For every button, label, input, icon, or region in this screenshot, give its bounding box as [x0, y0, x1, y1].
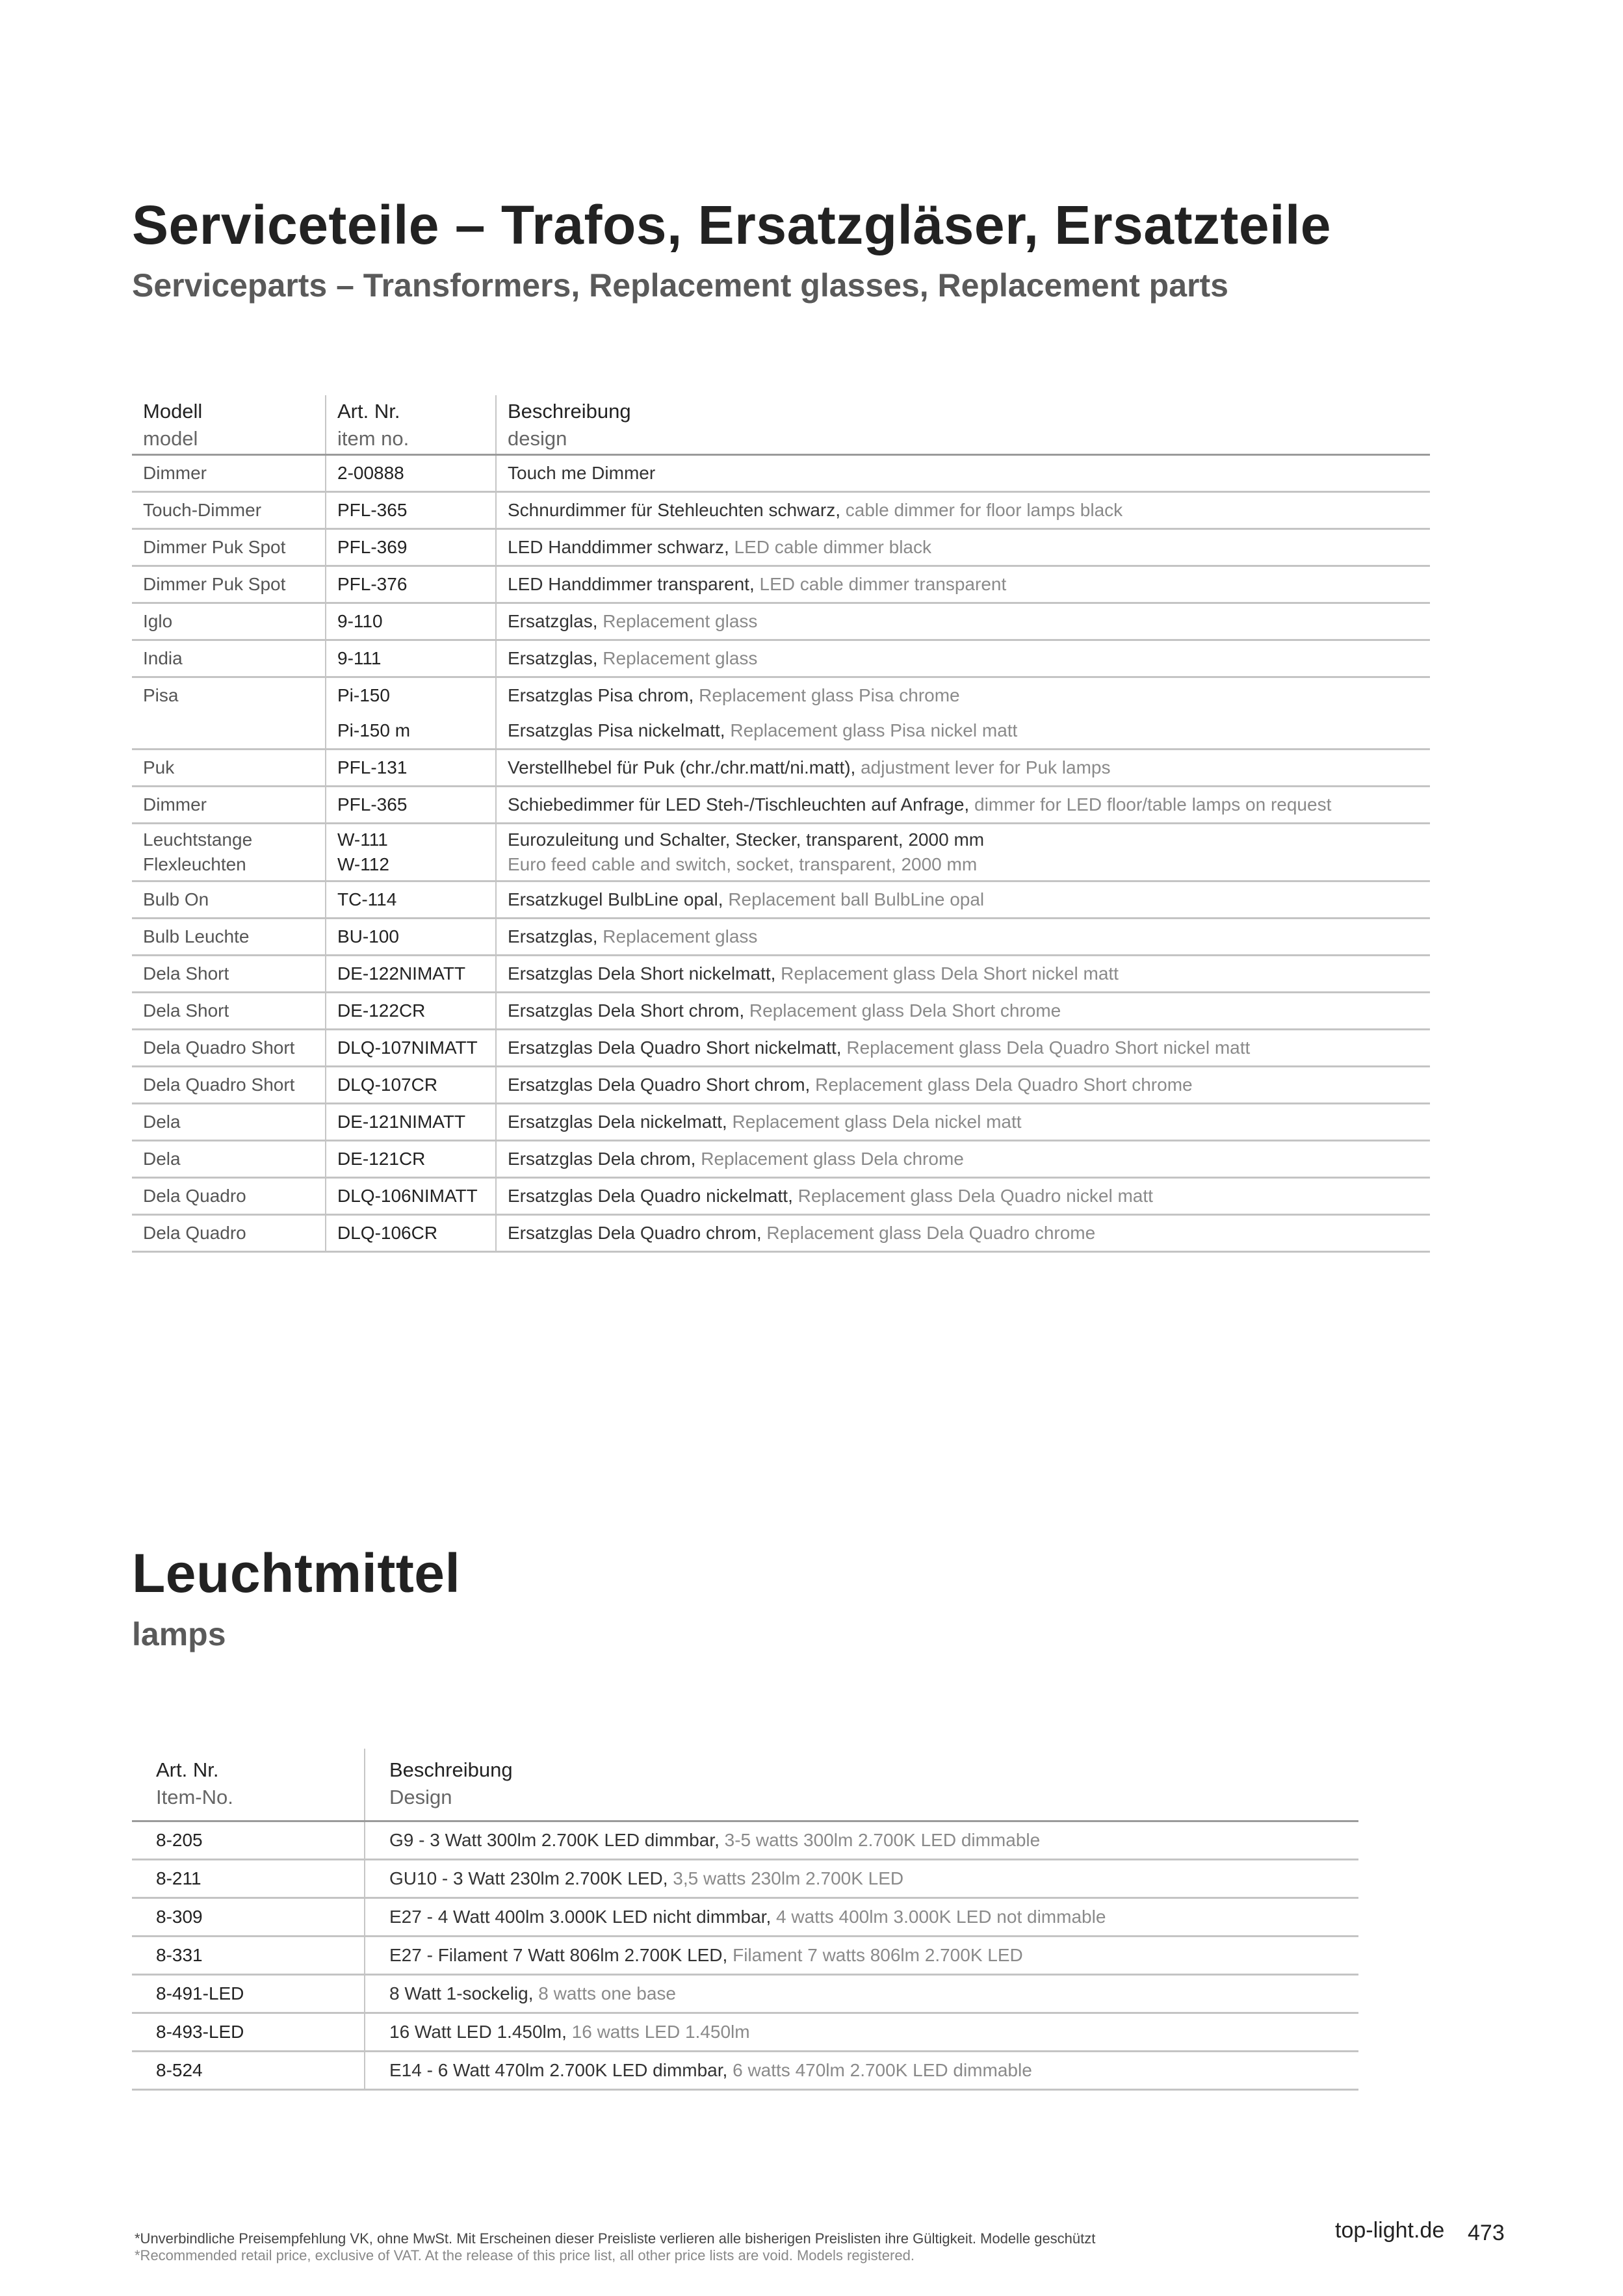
lamps-table	[132, 1749, 1358, 2091]
cell-art-nr: TC-114	[326, 881, 496, 918]
description-de: GU10 - 3 Watt 230lm 2.700K LED,	[389, 1868, 668, 1888]
header-label-en: Design	[389, 1786, 452, 1808]
description-en: 6 watts 470lm 2.700K LED dimmable	[727, 2059, 1032, 2080]
table-row	[132, 1821, 1358, 1859]
description-en: Replacement glass Dela Quadro Short chrome	[810, 1074, 1193, 1095]
description-en: 16 watts LED 1.450lm	[566, 2021, 750, 2042]
header-label-de: Art. Nr.	[156, 1758, 219, 1781]
cell-description	[496, 749, 1430, 786]
description-en: 4 watts 400lm 3.000K LED not dimmable	[771, 1906, 1106, 1927]
cell-art-nr: DE-121CR	[326, 1140, 496, 1177]
table-row	[132, 1898, 1358, 1936]
model-line: Leuchtstange	[143, 829, 253, 850]
table-row	[132, 528, 1430, 566]
cell-description	[496, 823, 1430, 881]
table-row	[132, 603, 1430, 640]
description-en: cable dimmer for floor lamps black	[840, 499, 1123, 520]
cell-description	[496, 918, 1430, 955]
cell-art-nr: DLQ-106NIMATT	[326, 1177, 496, 1214]
header-label-de: Modell	[143, 400, 203, 423]
description-en: LED cable dimmer black	[729, 536, 932, 557]
cell-model: Dimmer	[132, 454, 326, 491]
table-row	[132, 823, 1430, 881]
description-en: 3,5 watts 230lm 2.700K LED	[668, 1868, 904, 1888]
description-en: Replacement glass Dela nickel matt	[727, 1111, 1022, 1132]
table-row	[132, 1859, 1358, 1898]
cell-description	[365, 1936, 1358, 1974]
description-line	[508, 713, 1430, 748]
table-header-row	[132, 395, 1430, 454]
column-header-model	[132, 395, 326, 454]
description-de: Ersatzglas Pisa chrom,	[508, 685, 694, 705]
section-title: Leuchtmittel	[132, 1543, 461, 1604]
cell-art-nr: DE-121NIMATT	[326, 1103, 496, 1140]
description-de: Eurozuleitung und Schalter, Stecker, transparent, 2000 mm	[508, 829, 985, 850]
cell-model: Dela	[132, 1140, 326, 1177]
description-de: LED Handdimmer transparent,	[508, 573, 755, 594]
table-row	[132, 2051, 1358, 2089]
header-label-en: Item-No.	[156, 1786, 233, 1808]
cell-description	[496, 528, 1430, 566]
cell-art-nr: 9-111	[326, 640, 496, 677]
cell-description	[496, 491, 1430, 528]
description-de: Ersatzglas Dela Quadro Short chrom,	[508, 1074, 811, 1095]
description-de: 8 Watt 1-sockelig,	[389, 1983, 534, 2003]
cell-model: Bulb On	[132, 881, 326, 918]
table-row	[132, 749, 1430, 786]
table-row	[132, 1103, 1430, 1140]
table-row	[132, 1214, 1430, 1251]
cell-description	[496, 1029, 1430, 1066]
cell-description	[365, 1821, 1358, 1859]
description-de: Schnurdimmer für Stehleuchten schwarz,	[508, 499, 840, 520]
description-de: Ersatzglas Pisa nickelmatt,	[508, 720, 725, 740]
description-de: Verstellhebel für Puk (chr./chr.matt/ni.matt),	[508, 757, 856, 777]
table-row	[132, 2013, 1358, 2051]
page-number: 473	[1468, 2221, 1505, 2245]
table-row	[132, 786, 1430, 823]
table-row	[132, 955, 1430, 992]
description-en: Replacement ball BulbLine opal	[723, 889, 985, 909]
cell-art-nr: 8-211	[132, 1859, 365, 1898]
description-en: Replacement glass	[597, 610, 758, 631]
cell-description	[496, 992, 1430, 1029]
table-row	[132, 992, 1430, 1029]
cell-art-nr: PFL-376	[326, 566, 496, 603]
page-subtitle: Serviceparts – Transformers, Replacement glasses, Replacement parts	[132, 267, 1228, 304]
description-en: dimmer for LED floor/table lamps on request	[969, 794, 1332, 815]
cell-model: India	[132, 640, 326, 677]
cell-art-nr: 8-331	[132, 1936, 365, 1974]
art-nr-line: Pi-150	[337, 685, 390, 705]
description-en: Replacement glass Dela Quadro nickel matt	[792, 1185, 1153, 1206]
header-label-en: model	[143, 427, 198, 450]
description-de: 16 Watt LED 1.450lm,	[389, 2021, 567, 2042]
description-en: Replacement glass Pisa chrome	[694, 685, 960, 705]
header-label-de: Beschreibung	[389, 1758, 513, 1781]
description-en: Replacement glass Dela Short nickel matt	[775, 963, 1119, 984]
disclaimer-de: *Unverbindliche Preisempfehlung VK, ohne MwSt. Mit Erscheinen dieser Preisliste verlieren alle bisherigen Preislisten ihre Gültigkeit. Modelle geschützt	[135, 2230, 1096, 2247]
header-label-en: design	[508, 427, 567, 450]
cell-art-nr: 2-00888	[326, 454, 496, 491]
column-header-art-nr	[326, 395, 496, 454]
header-label-de: Beschreibung	[508, 400, 631, 423]
cell-model: Bulb Leuchte	[132, 918, 326, 955]
table-header-row	[132, 1749, 1358, 1821]
page-title: Serviceteile – Trafos, Ersatzgläser, Ersatzteile	[132, 194, 1332, 255]
cell-model: Puk	[132, 749, 326, 786]
cell-art-nr	[326, 823, 496, 881]
table-row	[132, 1066, 1430, 1103]
description-en: Filament 7 watts 806lm 2.700K LED	[727, 1944, 1023, 1965]
serviceparts-table	[132, 395, 1430, 1253]
description-de: LED Handdimmer schwarz,	[508, 536, 729, 557]
cell-description	[496, 1066, 1430, 1103]
description-en: Replacement glass Dela chrome	[695, 1148, 964, 1169]
cell-description	[365, 1898, 1358, 1936]
table-row	[132, 881, 1430, 918]
table-row	[132, 677, 1430, 749]
section-subtitle: lamps	[132, 1616, 226, 1652]
description-de: Ersatzglas Dela Quadro chrom,	[508, 1222, 762, 1243]
header-label-en: item no.	[337, 427, 409, 450]
description-en: Replacement glass	[597, 647, 758, 668]
cell-art-nr: DLQ-107CR	[326, 1066, 496, 1103]
cell-model: Dimmer Puk Spot	[132, 528, 326, 566]
cell-description	[365, 1859, 1358, 1898]
table-row	[132, 566, 1430, 603]
website-label: top-light.de	[1335, 2218, 1445, 2243]
description-de: Touch me Dimmer	[508, 462, 656, 483]
cell-art-nr: 8-205	[132, 1821, 365, 1859]
description-en: Replacement glass Pisa nickel matt	[725, 720, 1018, 740]
description-de: Ersatzglas Dela Short nickelmatt,	[508, 963, 776, 984]
cell-model: Dimmer Puk Spot	[132, 566, 326, 603]
description-en: Replacement glass Dela Short chrome	[744, 1000, 1061, 1021]
cell-art-nr: PFL-131	[326, 749, 496, 786]
cell-art-nr: 9-110	[326, 603, 496, 640]
description-de: Ersatzglas Dela Short chrom,	[508, 1000, 745, 1021]
description-de: Ersatzglas Dela Quadro nickelmatt,	[508, 1185, 793, 1206]
art-nr-line: W-111	[337, 829, 388, 850]
cell-model: Iglo	[132, 603, 326, 640]
cell-description	[496, 1177, 1430, 1214]
description-de: Schiebedimmer für LED Steh-/Tischleuchten auf Anfrage,	[508, 794, 970, 815]
cell-description	[496, 677, 1430, 749]
cell-description	[365, 1974, 1358, 2013]
description-de: Ersatzglas,	[508, 926, 598, 946]
cell-description	[496, 1103, 1430, 1140]
art-nr-line: W-112	[337, 854, 389, 874]
cell-art-nr: DLQ-107NIMATT	[326, 1029, 496, 1066]
column-header-art-nr	[132, 1749, 365, 1821]
cell-art-nr: BU-100	[326, 918, 496, 955]
table-row	[132, 1936, 1358, 1974]
cell-art-nr: DLQ-106CR	[326, 1214, 496, 1251]
cell-art-nr: 8-493-LED	[132, 2013, 365, 2051]
cell-art-nr: 8-309	[132, 1898, 365, 1936]
description-en: adjustment lever for Puk lamps	[855, 757, 1111, 777]
description-en: Replacement glass	[597, 926, 758, 946]
cell-model: Pisa	[132, 677, 326, 749]
table-row	[132, 491, 1430, 528]
table-row	[132, 1974, 1358, 2013]
description-en: Replacement glass Dela Quadro chrome	[761, 1222, 1096, 1243]
cell-description	[496, 881, 1430, 918]
cell-description	[496, 640, 1430, 677]
description-en: Replacement glass Dela Quadro Short nickel matt	[841, 1037, 1251, 1058]
description-en: Euro feed cable and switch, socket, transparent, 2000 mm	[508, 854, 978, 874]
cell-art-nr: PFL-365	[326, 786, 496, 823]
cell-description	[496, 603, 1430, 640]
description-en: 3-5 watts 300lm 2.700K LED dimmable	[719, 1829, 1041, 1850]
cell-model: Dela Quadro	[132, 1177, 326, 1214]
description-de: Ersatzglas,	[508, 647, 598, 668]
cell-art-nr: DE-122CR	[326, 992, 496, 1029]
cell-model: Dela Quadro Short	[132, 1029, 326, 1066]
cell-art-nr: 8-524	[132, 2051, 365, 2089]
cell-model: Dimmer	[132, 786, 326, 823]
description-de: Ersatzglas,	[508, 610, 598, 631]
description-de: Ersatzglas Dela chrom,	[508, 1148, 696, 1169]
column-header-description	[496, 395, 1430, 454]
cell-description	[365, 2013, 1358, 2051]
cell-art-nr: DE-122NIMATT	[326, 955, 496, 992]
description-de: E14 - 6 Watt 470lm 2.700K LED dimmbar,	[389, 2059, 728, 2080]
cell-model: Dela Short	[132, 955, 326, 992]
disclaimer-en: *Recommended retail price, exclusive of VAT. At the release of this price list, all other price lists are void. Models registered.	[135, 2247, 915, 2263]
description-de: E27 - Filament 7 Watt 806lm 2.700K LED,	[389, 1944, 728, 1965]
header-label-de: Art. Nr.	[337, 400, 400, 423]
cell-model: Dela	[132, 1103, 326, 1140]
cell-model	[132, 823, 326, 881]
table-row	[132, 1029, 1430, 1066]
cell-description	[496, 786, 1430, 823]
table-row	[132, 918, 1430, 955]
cell-description	[496, 955, 1430, 992]
cell-description	[365, 2051, 1358, 2089]
description-de: G9 - 3 Watt 300lm 2.700K LED dimmbar,	[389, 1829, 720, 1850]
cell-description	[496, 454, 1430, 491]
cell-art-nr: PFL-365	[326, 491, 496, 528]
description-de: Ersatzkugel BulbLine opal,	[508, 889, 723, 909]
description-en: LED cable dimmer transparent	[754, 573, 1007, 594]
description-de: Ersatzglas Dela nickelmatt,	[508, 1111, 727, 1132]
cell-description	[496, 1140, 1430, 1177]
art-nr-line: Pi-150 m	[337, 720, 411, 740]
table-row	[132, 454, 1430, 491]
cell-description	[496, 1214, 1430, 1251]
description-de: E27 - 4 Watt 400lm 3.000K LED nicht dimmbar,	[389, 1906, 772, 1927]
column-header-description	[365, 1749, 1358, 1821]
cell-model: Touch-Dimmer	[132, 491, 326, 528]
model-line: Flexleuchten	[143, 854, 246, 874]
cell-art-nr: PFL-369	[326, 528, 496, 566]
cell-art-nr: 8-491-LED	[132, 1974, 365, 2013]
cell-description	[496, 566, 1430, 603]
table-row	[132, 640, 1430, 677]
description-de: Ersatzglas Dela Quadro Short nickelmatt,	[508, 1037, 842, 1058]
description-en: 8 watts one base	[533, 1983, 676, 2003]
cell-model: Dela Quadro	[132, 1214, 326, 1251]
description-line	[508, 678, 1430, 713]
table-row	[132, 1140, 1430, 1177]
cell-model: Dela Quadro Short	[132, 1066, 326, 1103]
table-row	[132, 1177, 1430, 1214]
cell-art-nr	[326, 677, 496, 749]
cell-model: Dela Short	[132, 992, 326, 1029]
